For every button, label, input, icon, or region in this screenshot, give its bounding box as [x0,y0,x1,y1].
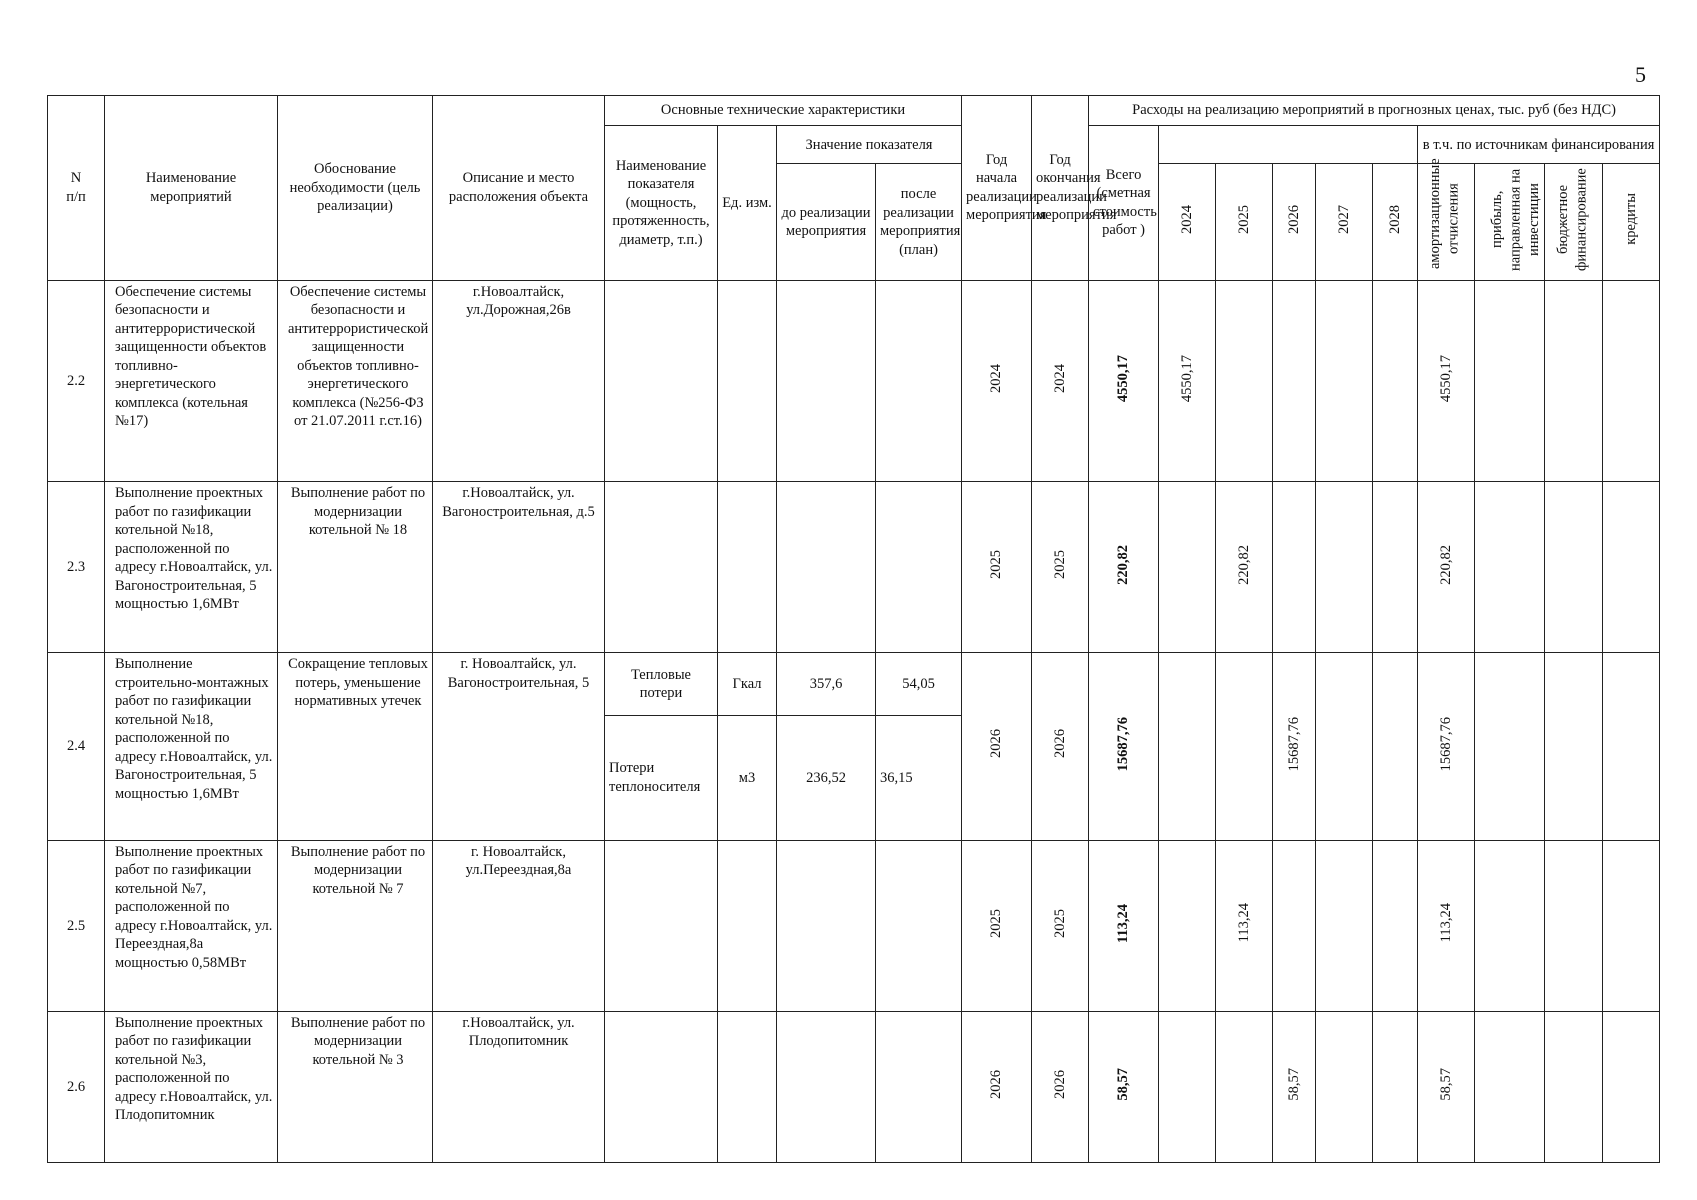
row-unit: Гкал [718,653,777,715]
row-y2028 [1373,482,1418,653]
page-number: 5 [1635,62,1646,87]
header-year-2028: 2028 [1373,164,1418,280]
row-name: Выполнение проектных работ по газификации котельной №7, расположенной по адресу г.Новоалтайск, ул. Переездная,8а мощностью 0,58МВт [105,840,278,1011]
row-y2028 [1373,1011,1418,1162]
row-indicator-name: Тепловые потери [605,653,718,715]
row-before [777,280,876,481]
row-justification: Выполнение работ по модернизации котельной № 18 [278,482,433,653]
row-name: Выполнение проектных работ по газификации котельной №18, расположенной по адресу г.Новоалтайск, ул. Вагоностроительная, 5 мощностью 1,6МВт [105,482,278,653]
row-justification: Сокращение тепловых потерь, уменьшение нормативных утечек [278,653,433,840]
row-credits [1603,482,1660,653]
row-year-start: 2026 [962,1011,1032,1162]
row-y2026: 58,57 [1273,1011,1316,1162]
row-y2025: 113,24 [1216,840,1273,1011]
header-unit: Ед. изм. [718,126,777,281]
row-profit [1475,1011,1545,1162]
row-indicator-name [605,1011,718,1162]
row-after [876,482,962,653]
table-row [48,280,1660,481]
row-y2025 [1216,653,1273,840]
row-y2026 [1273,482,1316,653]
header-tech-char: Основные технические характеристики [605,96,962,126]
row-credits [1603,653,1660,840]
header-name: Наименование мероприятий [105,96,278,281]
row-before [777,482,876,653]
header-year-2024: 2024 [1159,164,1216,280]
header-justification: Обоснование необходимости (цель реализации) [278,96,433,281]
row-year-start: 2026 [962,653,1032,840]
row-unit: м3 [718,715,777,840]
row-y2027 [1316,280,1373,481]
row-name: Обеспечение системы безопасности и антитеррористической защищенности объектов топливно-энергетического комплекса (котельная №17) [105,280,278,481]
row-y2024 [1159,653,1216,840]
table-row [48,840,1660,1011]
row-profit [1475,840,1545,1011]
row-after: 36,15 [876,715,962,840]
row-profit [1475,653,1545,840]
row-year-start: 2025 [962,482,1032,653]
header-num: N п/п [48,96,105,281]
row-total: 220,82 [1089,482,1159,653]
row-unit [718,840,777,1011]
header-year-2026: 2026 [1273,164,1316,280]
row-unit [718,1011,777,1162]
row-before [777,1011,876,1162]
row-profit [1475,482,1545,653]
table-row [48,482,1660,653]
header-year-end: Год окончания реализации мероприятия [1032,96,1089,281]
row-num: 2.2 [48,280,105,481]
row-total: 15687,76 [1089,653,1159,840]
row-year-start: 2024 [962,280,1032,481]
row-budget [1545,840,1603,1011]
table-row [48,653,1660,715]
row-y2028 [1373,653,1418,840]
row-num: 2.3 [48,482,105,653]
row-credits [1603,1011,1660,1162]
row-after: 54,05 [876,653,962,715]
row-budget [1545,280,1603,481]
row-amort: 113,24 [1418,840,1475,1011]
row-y2027 [1316,840,1373,1011]
row-indicator-name [605,840,718,1011]
row-location: г. Новоалтайск, ул. Вагоностроительная, 5 [433,653,605,840]
header-year-2027: 2027 [1316,164,1373,280]
row-total: 4550,17 [1089,280,1159,481]
row-y2024 [1159,1011,1216,1162]
row-location: г.Новоалтайск, ул.Дорожная,26в [433,280,605,481]
row-y2025 [1216,1011,1273,1162]
row-num: 2.4 [48,653,105,840]
table-row [48,1011,1660,1162]
row-budget [1545,482,1603,653]
row-num: 2.6 [48,1011,105,1162]
header-profit: прибыль, направленная на инвестиции [1475,164,1545,280]
row-after [876,280,962,481]
row-credits [1603,840,1660,1011]
header-indicator-value: Значение показателя [777,126,962,164]
row-profit [1475,280,1545,481]
row-budget [1545,653,1603,840]
row-y2028 [1373,280,1418,481]
row-year-end: 2025 [1032,482,1089,653]
row-justification: Обеспечение системы безопасности и антитеррористической защищенности объектов топливно-энергетического комплекса (№256-ФЗ от 21.07.2011 г.ст.16) [278,280,433,481]
header-location: Описание и место расположения объекта [433,96,605,281]
row-y2026 [1273,280,1316,481]
row-indicator-name [605,482,718,653]
row-budget [1545,1011,1603,1162]
row-location: г. Новоалтайск, ул.Переездная,8а [433,840,605,1011]
row-y2027 [1316,653,1373,840]
header-year-2025: 2025 [1216,164,1273,280]
row-year-start: 2025 [962,840,1032,1011]
row-amort: 220,82 [1418,482,1475,653]
row-location: г.Новоалтайск, ул. Плодопитомник [433,1011,605,1162]
row-indicator-name [605,280,718,481]
row-year-end: 2026 [1032,653,1089,840]
header-indicator-name: Наименование показателя (мощность, протяженность, диаметр, т.п.) [605,126,718,281]
row-before: 357,6 [777,653,876,715]
row-y2026: 15687,76 [1273,653,1316,840]
row-amort: 58,57 [1418,1011,1475,1162]
header-amort: амортизационные отчисления [1418,164,1475,280]
row-y2026 [1273,840,1316,1011]
header-credits: кредиты [1603,164,1660,280]
row-name: Выполнение строительно-монтажных работ по газификации котельной №18, расположенной по адресу г.Новоалтайск, ул. Вагоностроительная, 5 мощностью 1,6МВт [105,653,278,840]
row-amort: 4550,17 [1418,280,1475,481]
header-budget: бюджетное финансирование [1545,164,1603,280]
header-year-start: Год начала реализации мероприятия [962,96,1032,281]
row-year-end: 2024 [1032,280,1089,481]
row-y2025: 220,82 [1216,482,1273,653]
row-after [876,840,962,1011]
row-unit [718,482,777,653]
row-location: г.Новоалтайск, ул. Вагоностроительная, д.5 [433,482,605,653]
header-total: Всего (сметная стоимость работ ) [1089,126,1159,281]
row-y2024: 4550,17 [1159,280,1216,481]
row-credits [1603,280,1660,481]
row-total: 58,57 [1089,1011,1159,1162]
row-total: 113,24 [1089,840,1159,1011]
row-num: 2.5 [48,840,105,1011]
row-y2025 [1216,280,1273,481]
row-year-end: 2026 [1032,1011,1089,1162]
row-amort: 15687,76 [1418,653,1475,840]
row-unit [718,280,777,481]
row-y2028 [1373,840,1418,1011]
row-y2027 [1316,1011,1373,1162]
row-year-end: 2025 [1032,840,1089,1011]
row-y2024 [1159,840,1216,1011]
row-justification: Выполнение работ по модернизации котельной № 7 [278,840,433,1011]
row-before: 236,52 [777,715,876,840]
header-after: после реализации мероприятия (план) [876,164,962,280]
investment-table [47,95,1660,1163]
row-y2027 [1316,482,1373,653]
row-justification: Выполнение работ по модернизации котельной № 3 [278,1011,433,1162]
header-costs: Расходы на реализацию мероприятий в прогнозных ценах, тыс. руб (без НДС) [1089,96,1660,126]
row-indicator-name: Потери теплоносителя [605,715,718,840]
header-years-group [1159,126,1418,164]
row-name: Выполнение проектных работ по газификации котельной №3, расположенной по адресу г.Новоалтайск, ул. Плодопитомник [105,1011,278,1162]
row-y2024 [1159,482,1216,653]
row-before [777,840,876,1011]
row-after [876,1011,962,1162]
header-before: до реализации мероприятия [777,164,876,280]
header-sources: в т.ч. по источникам финансирования [1418,126,1660,164]
